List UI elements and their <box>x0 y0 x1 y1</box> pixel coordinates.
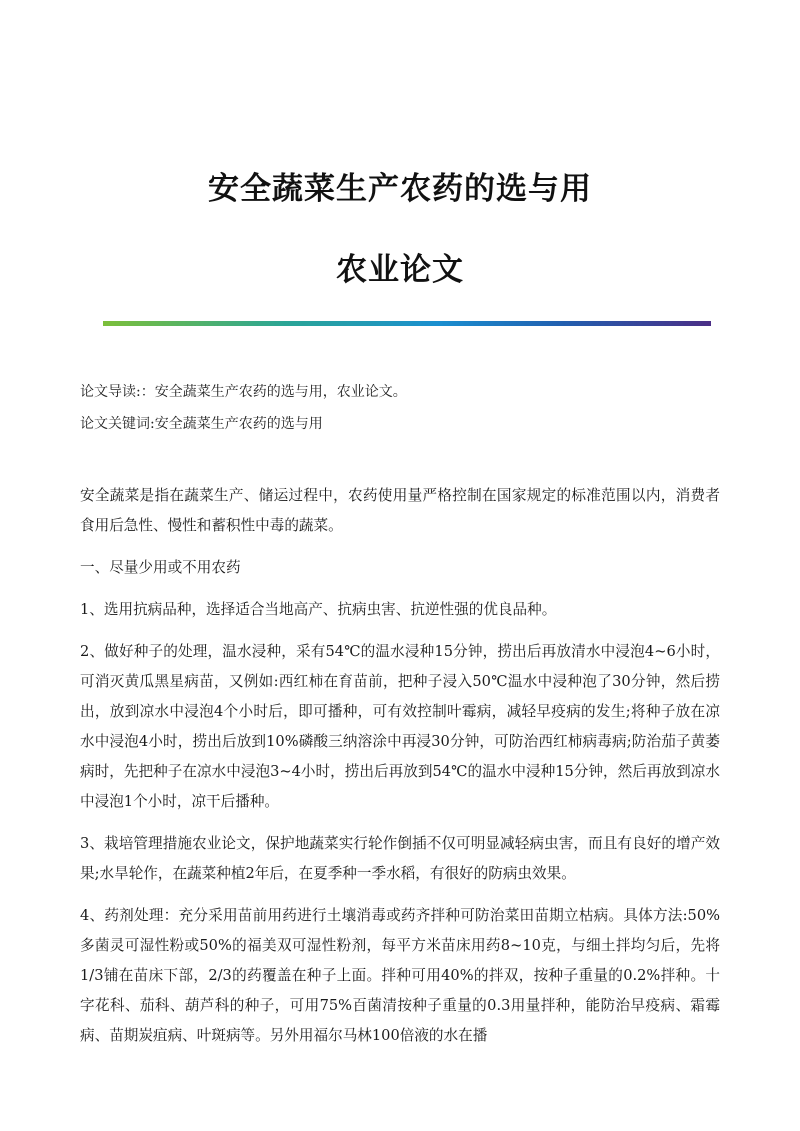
paragraph: 4、药剂处理：充分采用苗前用药进行土壤消毒或药齐拌种可防治菜田苗期立枯病。具体方法:50%多菌灵可湿性粉或50%的福美双可湿性粉剂，每平方米苗床用药8~10克，与细土拌均匀后，先将1/3铺在苗床下部，2/3的药覆盖在种子上面。拌种可用40%的拌双，按种子重量的0.2%拌种。十字花科、茄科、葫芦科的种子，可用75%百菌清按种子重量的0.3用量拌种，能防治早疫病、霜霉病、苗期炭疽病、叶斑病等。另外用福尔马林100倍液的水在播 <box>80 907 720 1044</box>
paragraph: 1、选用抗病品种，选择适合当地高产、抗病虫害、抗逆性强的优良品种。 <box>80 601 557 618</box>
paragraph: 3、栽培管理措施农业论文，保护地蔬菜实行轮作倒插不仅可明显减轻病虫害，而且有良好的增产效果;水旱轮作，在蔬菜种植2年后，在夏季种一季水稻，有很好的防病虫效果。 <box>80 835 720 882</box>
keywords-line <box>80 413 323 433</box>
keywords-label: 论文关键词: <box>80 416 155 432</box>
intro-line <box>80 381 407 401</box>
document-body <box>80 481 720 1063</box>
document-subtitle: 农业论文 <box>336 252 464 288</box>
intro-label: 论文导读: <box>80 384 141 400</box>
title-divider <box>103 321 711 326</box>
paragraph: 安全蔬菜是指在蔬菜生产、储运过程中，农药使用量严格控制在国家规定的标准范围以内，消费者食用后急性、慢性和蓄积性中毒的蔬菜。 <box>80 487 720 534</box>
intro-text: ：安全蔬菜生产农药的选与用，农业论文。 <box>140 384 407 400</box>
section-heading: 一、尽量少用或不用农药 <box>80 559 241 576</box>
paragraph: 2、做好种子的处理，温水浸种，采有54℃的温水浸种15分钟，捞出后再放清水中浸泡4~6小时，可消灭黄瓜黑星病苗，又例如:西红柿在育苗前，把种子浸入50℃温水中浸种泡了30分钟，然后捞出，放到凉水中浸泡4个小时后，即可播种，可有效控制叶霉病，减轻早疫病的发生;将种子放在凉水中浸泡4小时，捞出后放到10%磷酸三纳溶涂中再浸30分钟，可防治西红柿病毒病;防治茄子黄萎病时，先把种子在凉水中浸泡3~4小时，捞出后再放到54℃的温水中浸种15分钟，然后再放到凉水中浸泡1个小时，凉干后播种。 <box>80 643 720 810</box>
document-title: 安全蔬菜生产农药的选与用 <box>208 171 592 207</box>
keywords-text: 安全蔬菜生产农药的选与用 <box>154 416 323 432</box>
